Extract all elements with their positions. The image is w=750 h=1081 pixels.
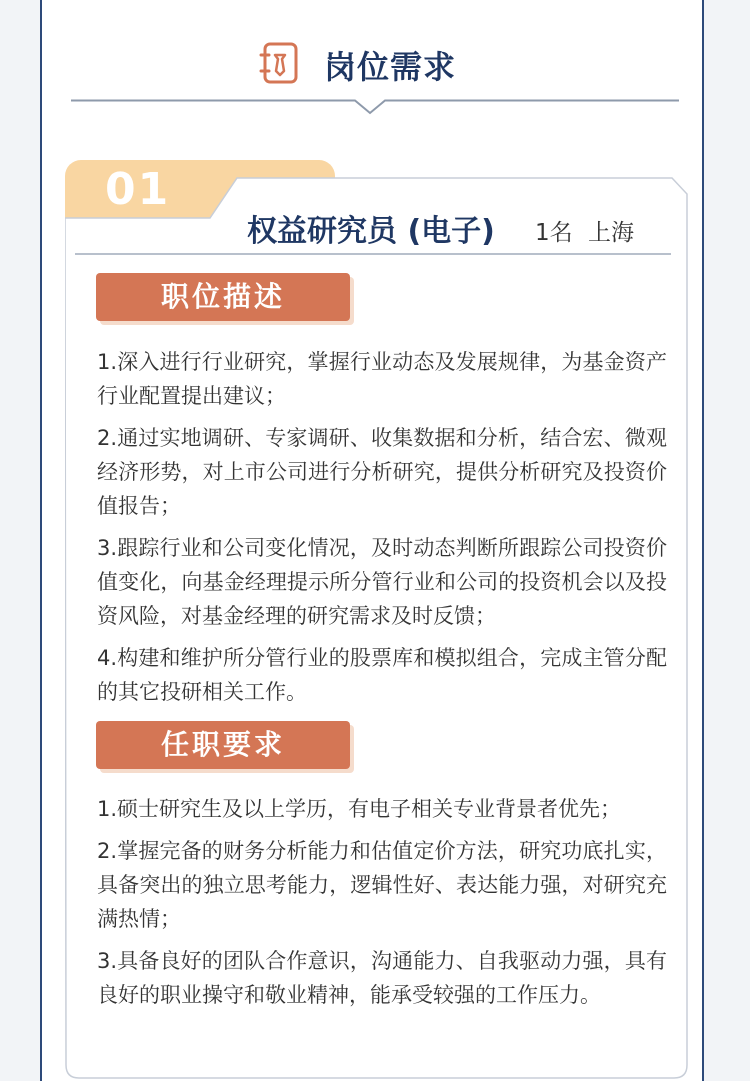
description-label-text: 职位描述 (160, 280, 285, 313)
job-number: 01 (105, 164, 171, 215)
section-header (42, 38, 702, 88)
job-title: 权益研究员 (电子) (247, 214, 495, 249)
list-item: 1.深入进行行业研究，掌握行业动态及发展规律，为基金资产行业配置提出建议； (97, 350, 667, 408)
description-list (97, 345, 667, 717)
requirements-label-text: 任职要求 (160, 728, 285, 761)
list-item: 2.掌握完备的财务分析能力和估值定价方法，研究功底扎实，具备突出的独立思考能力，逻辑性好、表达能力强，对研究充满热情； (97, 839, 667, 931)
description-label (96, 273, 350, 321)
requirements-label (96, 721, 350, 769)
job-count: 1名 (535, 220, 573, 246)
job-city: 上海 (588, 220, 634, 246)
job-divider (75, 253, 671, 255)
section-title: 岗位需求 (324, 48, 457, 86)
list-item: 3.具备良好的团队合作意识，沟通能力、自我驱动力强，具有良好的职业操守和敬业精神，能承受较强的工作压力。 (97, 949, 667, 1007)
job-heading (65, 204, 672, 248)
list-item: 1.硕士研究生及以上学历，有电子相关专业背景者优先； (97, 797, 622, 821)
briefcase-icon (259, 41, 301, 85)
header-divider (71, 99, 679, 115)
list-item: 4.构建和维护所分管行业的股票库和模拟组合，完成主管分配的其它投研相关工作。 (97, 646, 667, 704)
job-card (65, 160, 688, 1080)
list-item: 3.跟踪行业和公司变化情况，及时动态判断所跟踪公司投资价值变化，向基金经理提示所分管行业和公司的投资机会以及投资风险，对基金经理的研究需求及时反馈； (97, 536, 667, 628)
page-frame (40, 0, 704, 1081)
requirements-list (97, 792, 667, 1020)
list-item: 2.通过实地调研、专家调研、收集数据和分析，结合宏、微观经济形势，对上市公司进行分析研究，提供分析研究及投资价值报告； (97, 426, 667, 518)
